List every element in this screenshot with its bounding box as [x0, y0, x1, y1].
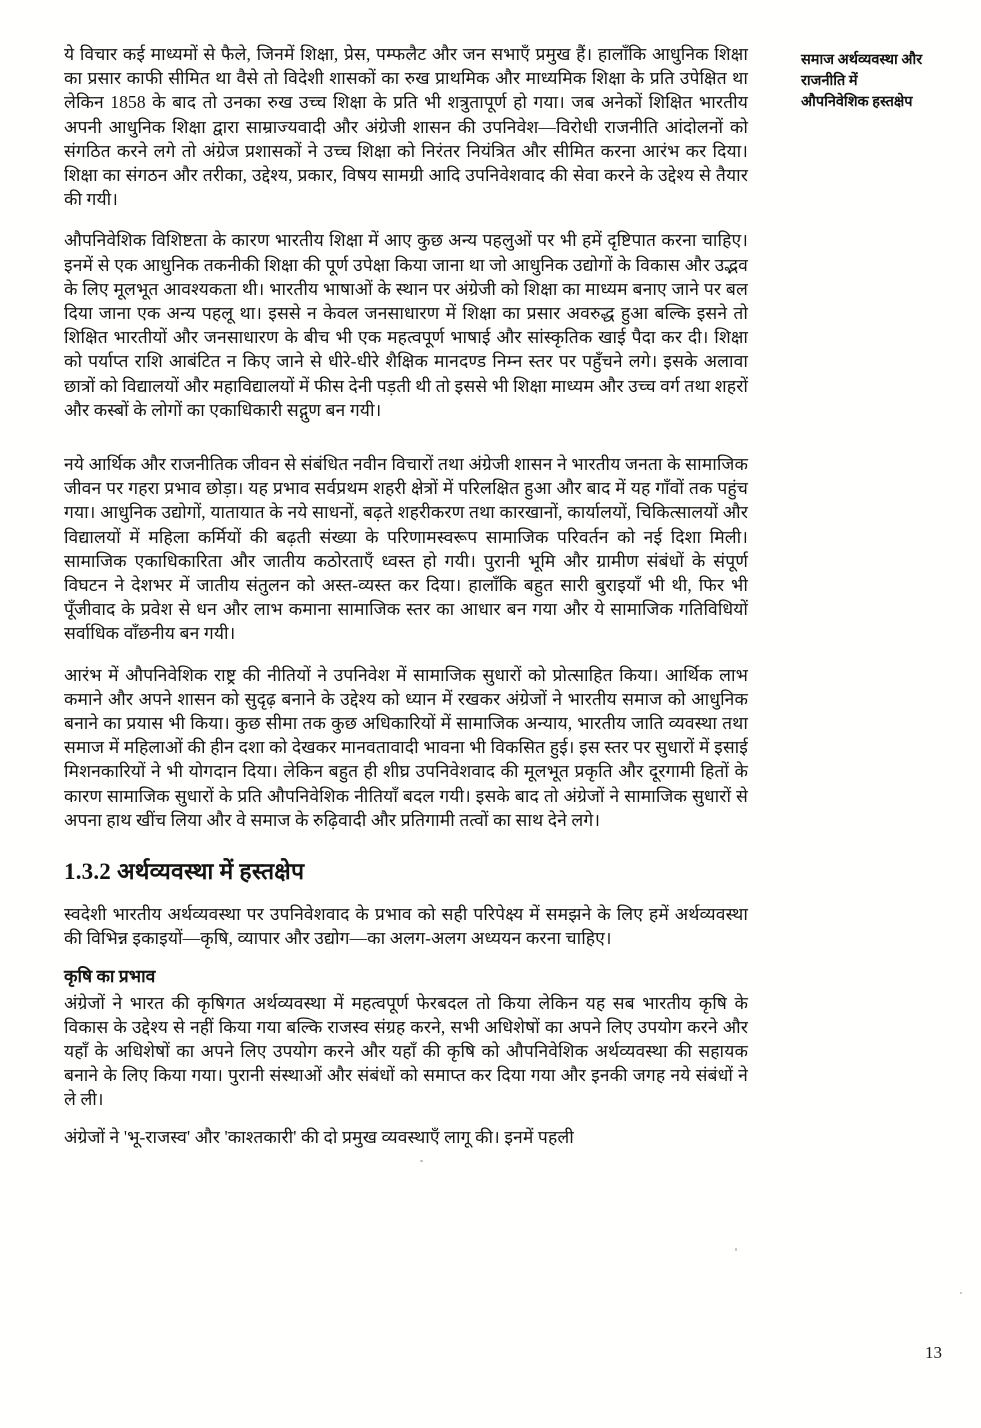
scan-speckle — [960, 1292, 962, 1294]
section-heading-economy-intervention: 1.3.2 अर्थव्यवस्था में हस्तक्षेप — [64, 859, 305, 885]
paragraph-land-revenue-systems: अंग्रेजों ने 'भू-राजस्व' और 'काश्तकारी' की दो प्रमुख व्यवस्थाएँ लागू की। इनमें पहली — [64, 1126, 574, 1147]
sidebar-running-head-line-3: औपनिवेशिक हस्तक्षेप — [801, 94, 913, 110]
page-number: 13 — [925, 1343, 942, 1362]
scan-speckle — [735, 1248, 737, 1251]
paragraph-social-impact: नये आर्थिक और राजनीतिक जीवन से संबंधित नवीन विचारों तथा अंग्रेजी शासन ने भारतीय जनता के सामाजिक जीवन पर गहरा प्रभाव छोड़ा। यह प्रभाव सर्वप्रथम शहरी क्षेत्रों में परिलक्षित हुआ और बाद में यह गाँवों तक पहुंच गया। आधुनिक उद्योगों, यातायात के नये साधनों, बढ़ते शहरीकरण तथा कारखानों, कार्यालयों, चिकित्सालयों और विद्यालयों में महिला कर्मियों की बढ़ती संख्या के परिणामस्वरूप सामाजिक परिवर्तन को नई दिशा मिली। सामाजिक एकाधिकारिता और जातीय कठोरताएँ ध्वस्त हो गयी। पुरानी भूमि और ग्रामीण संबंधों के संपूर्ण विघटन ने देशभर में जातीय संतुलन को अस्त-व्यस्त कर दिया। हालाँकि बहुत सारी बुराइयाँ भी थी, फिर भी पूँजीवाद के प्रवेश से धन और लाभ कमाना सामाजिक स्तर का आधार बन गया और ये सामाजिक गतिविधियों सर्वाधिक वाँछनीय बन गयी। — [64, 454, 748, 644]
sidebar-running-head-line-2: राजनीति में — [801, 73, 858, 89]
main-text-column — [64, 42, 748, 1149]
sidebar-running-head — [801, 50, 979, 113]
scan-speckle — [420, 1160, 423, 1162]
paragraph-colonial-education-features: औपनिवेशिक विशिष्टता के कारण भारतीय शिक्षा में आए कुछ अन्य पहलुओं पर भी हमें दृष्टिपात करना चाहिए। इनमें से एक आधुनिक तकनीकी शिक्षा की पूर्ण उपेक्षा किया जाना था जो आधुनिक उद्योगों के विकास और उद्भव के लिए मूलभूत आवश्यकता थी। भारतीय भाषाओं के स्थान पर अंग्रेजी को शिक्षा का माध्यम बनाए जाने पर बल दिया जाना एक अन्य पहलू था। इससे न केवल जनसाधारण में शिक्षा का प्रसार अवरुद्ध हुआ बल्कि इसने तो शिक्षित भारतीयों और जनसाधारण के बीच भी एक महत्वपूर्ण भाषाई और सांस्कृतिक खाई पैदा कर दी। शिक्षा को पर्याप्त राशि आबंटित न किए जाने से धीरे-धीरे शैक्षिक मानदण्ड निम्न स्तर पर पहुँचने लगे। इसके अलावा छात्रों को विद्यालयों और महाविद्यालयों में फीस देनी पड़ती थी तो इससे भी शिक्षा माध्यम और उच्च वर्ग तथा शहरों और कस्बों के लोगों का एकाधिकारी सद्गुण बन गयी। — [64, 230, 748, 420]
paragraph-social-reforms: आरंभ में औपनिवेशिक राष्ट्र की नीतियों ने उपनिवेश में सामाजिक सुधारों को प्रोत्साहित किया। आर्थिक लाभ कमाने और अपने शासन को सुदृढ़ बनाने के उद्देश्य को ध्यान में रखकर अंग्रेजों ने भारतीय समाज को आधुनिक बनाने का प्रयास भी किया। कुछ सीमा तक कुछ अधिकारियों में सामाजिक अन्याय, भारतीय जाति व्यवस्था तथा समाज में महिलाओं की हीन दशा को देखकर मानवतावादी भावना भी विकसित हुई। इस स्तर पर सुधारों में इसाई मिशनकारियों ने भी योगदान दिया। लेकिन बहुत ही शीघ्र उपनिवेशवाद की मूलभूत प्रकृति और दूरगामी हितों के कारण सामाजिक सुधारों के प्रति औपनिवेशिक नीतियाँ बदल गयी। इसके बाद तो अंग्रेजों ने सामाजिक सुधारों से अपना हाथ खींच लिया और वे समाज के रुढ़िवादी और प्रतिगामी तत्वों का साथ देने लगे। — [64, 664, 749, 830]
paragraph-economy-intro: स्वदेशी भारतीय अर्थव्यवस्था पर उपनिवेशवाद के प्रभाव को सही परिपेक्ष्य में समझने के लिए हमें अर्थव्यवस्था की विभिन्न इकाइयों—कृषि, व्यापार और उद्योग—का अलग-अलग अध्ययन करना चाहिए। — [64, 904, 748, 949]
subheading-agriculture-impact: कृषि का प्रभाव — [64, 965, 156, 986]
sidebar-running-head-line-1: समाज अर्थव्यवस्था और — [801, 52, 923, 68]
paragraph-education-spread: ये विचार कई माध्यमों से फैले, जिनमें शिक्षा, प्रेस, पम्फलैट और जन सभाएँ प्रमुख हैं। हालाँकि आधुनिक शिक्षा का प्रसार काफी सीमित था वैसे तो विदेशी शासकों का रुख प्राथमिक और माध्यमिक शिक्षा के प्रति उपेक्षित था लेकिन 1858 के बाद तो उनका रुख उच्च शिक्षा के प्रति भी शत्रुतापूर्ण हो गया। जब अनेकों शिक्षित भारतीय अपनी आधुनिक शिक्षा द्वारा साम्राज्यवादी और अंग्रेजी शासन की उपनिवेश—विरोधी राजनीति आंदोलनों को संगठित करने लगे तो अंग्रेज प्रशासकों ने उच्च शिक्षा को निरंतर नियंत्रित और सीमित करना आरंभ कर दिया। शिक्षा का संगठन और तरीका, उद्देश्य, प्रकार, विषय सामग्री आदि उपनिवेशवाद की सेवा करने के उद्देश्य से तैयार की गयी। — [64, 44, 748, 210]
paragraph-agriculture-impact: अंग्रेजों ने भारत की कृषिगत अर्थव्यवस्था में महत्वपूर्ण फेरबदल तो किया लेकिन यह सब भारतीय कृषि के विकास के उद्देश्य से नहीं किया गया बल्कि राजस्व संग्रह करने, सभी अधिशेषों का अपने लिए उपयोग करने और यहाँ के अधिशेषों का अपने लिए उपयोग करने और यहाँ की कृषि को औपनिवेशिक अर्थव्यवस्था की सहायक बनाने के लिए किया गया। पुरानी संस्थाओं और संबंधों को समाप्त कर दिया गया और इनकी जगह नये संबंधों ने ले ली। — [64, 992, 748, 1110]
